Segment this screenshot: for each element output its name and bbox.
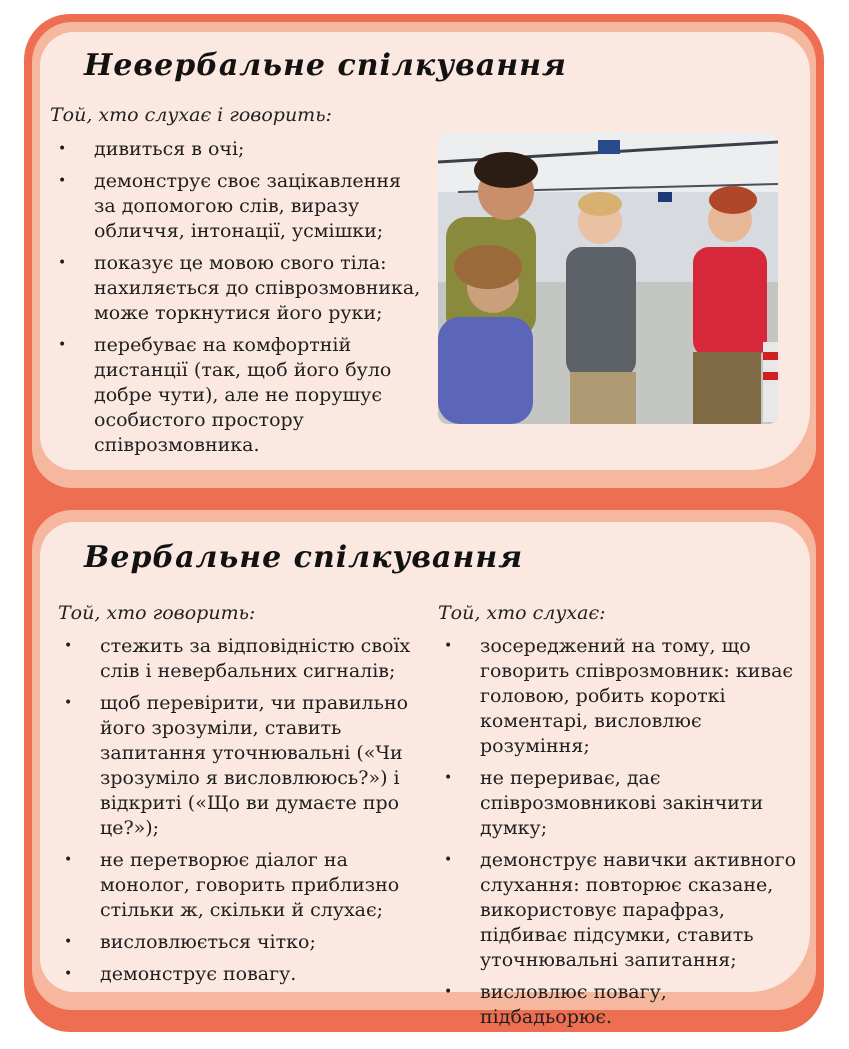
- bullet-icon: •: [58, 255, 67, 271]
- bullet-icon: •: [64, 852, 73, 868]
- list-item: • не перетворює діалог на монолог, говорить приблизно стільки ж, скільки й слухає;: [64, 849, 400, 921]
- bullet-icon: •: [64, 966, 73, 982]
- nonverbal-list: [50, 137, 428, 465]
- bullet-icon: •: [58, 173, 67, 189]
- bullet-icon: •: [64, 934, 73, 950]
- speaker-subtitle: Той, хто говорить:: [58, 602, 256, 624]
- people-talking-illustration: [438, 132, 778, 424]
- list-item: • висловлює повагу, підбадьорює.: [444, 981, 667, 1028]
- listener-list: [436, 634, 798, 1037]
- list-item: • висловлюється чітко;: [64, 931, 316, 953]
- nonverbal-title: Невербальне спілкування: [84, 48, 567, 83]
- list-item: • демонструє своє зацікавлення за допомогою слів, виразу обличчя, інтонації, усмішки;: [58, 170, 401, 242]
- list-item: • зосереджений на тому, що говорить співрозмовник: киває головою, робить короткі коментарі, висловлює розуміння;: [444, 635, 794, 757]
- list-item: • демонструє навички активного слухання: повторює сказане, використовує парафраз, підбиває підсумки, ставить уточнювальні запитання;: [444, 849, 797, 971]
- bullet-icon: •: [64, 695, 73, 711]
- list-item: • стежить за відповідністю своїх слів і невербальних сигналів;: [64, 635, 411, 682]
- list-item: • не перериває, дає співрозмовникові закінчити думку;: [444, 767, 764, 839]
- bullet-icon: •: [64, 638, 73, 654]
- list-item: • дивиться в очі;: [58, 138, 245, 160]
- list-item: • показує це мовою свого тіла: нахиляється до співрозмовника, може торкнутися його руки;: [58, 252, 421, 324]
- bullet-icon: •: [444, 852, 453, 868]
- list-item: • демонструє повагу.: [64, 963, 297, 985]
- speaker-list: [56, 634, 416, 994]
- list-item: • щоб перевірити, чи правильно його зрозуміли, ставить запитання уточнювальні («Чи зрозуміло я висловлююсь?») і відкриті («Що ви думаєте про це?»);: [64, 692, 409, 839]
- nonverbal-subtitle: Той, хто слухає і говорить:: [50, 104, 332, 126]
- bullet-icon: •: [444, 638, 453, 654]
- verbal-title: Вербальне спілкування: [84, 540, 524, 575]
- bullet-icon: •: [58, 141, 67, 157]
- listener-subtitle: Той, хто слухає:: [438, 602, 606, 624]
- bullet-icon: •: [58, 337, 67, 353]
- list-item: • перебуває на комфортній дистанції (так, щоб його було добре чути), але не порушує особистого простору співрозмовника.: [58, 334, 392, 456]
- bullet-icon: •: [444, 984, 453, 1000]
- bullet-icon: •: [444, 770, 453, 786]
- conversation-photo: [438, 132, 778, 424]
